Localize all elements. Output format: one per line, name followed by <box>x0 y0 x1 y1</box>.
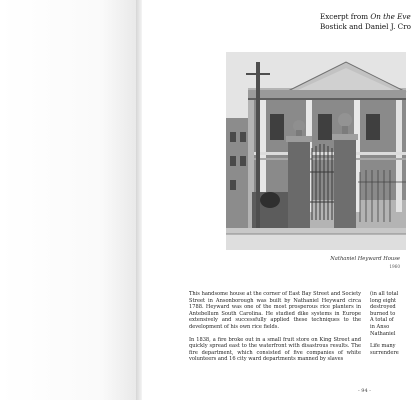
body-text-left-column <box>189 291 361 369</box>
page-number: - 94 - <box>358 388 371 394</box>
right-fragment-2: Life many surrendere <box>370 343 399 356</box>
right-fragment-1: (in all total long eight destroyed burned to A total of in Anso Nathaniel <box>370 291 399 337</box>
right-page <box>142 0 411 400</box>
book-title: On the Eve <box>370 12 411 21</box>
left-page-blank <box>0 0 136 400</box>
photo-caption-title: Nathaniel Heyward House <box>330 256 400 262</box>
excerpt-header <box>320 12 410 32</box>
body-text-right-column <box>370 291 410 362</box>
photo-caption <box>312 256 400 270</box>
heyward-house-photo <box>226 52 406 250</box>
paragraph-fire-1838: In 1838, a fire broke out in a small fruit store on King Street and quickly spread east to the waterfront with disastrous results. The fire department, which consisted of five companies of white volunteers and 16 city ward departments manned by slaves <box>189 336 361 363</box>
photo-caption-credit: 1960 <box>389 264 400 269</box>
house-photo-drawing <box>226 52 406 250</box>
paragraph-heyward-house: This handsome house at the corner of East Bay Street and Society Street in Ansonborough was built by Nathaniel Heyward circa 1788. Heyward was one of the most prosperous rice planters in Antebellum South Carolina. He studied dike systems in Europe extensively and successfully applied these techniques to the development of his own rice fields. <box>189 291 361 330</box>
excerpt-header-line-2: Bostick and Daniel J. Cro <box>320 22 411 31</box>
excerpt-header-line-1: Excerpt from On the Eve <box>320 12 411 21</box>
